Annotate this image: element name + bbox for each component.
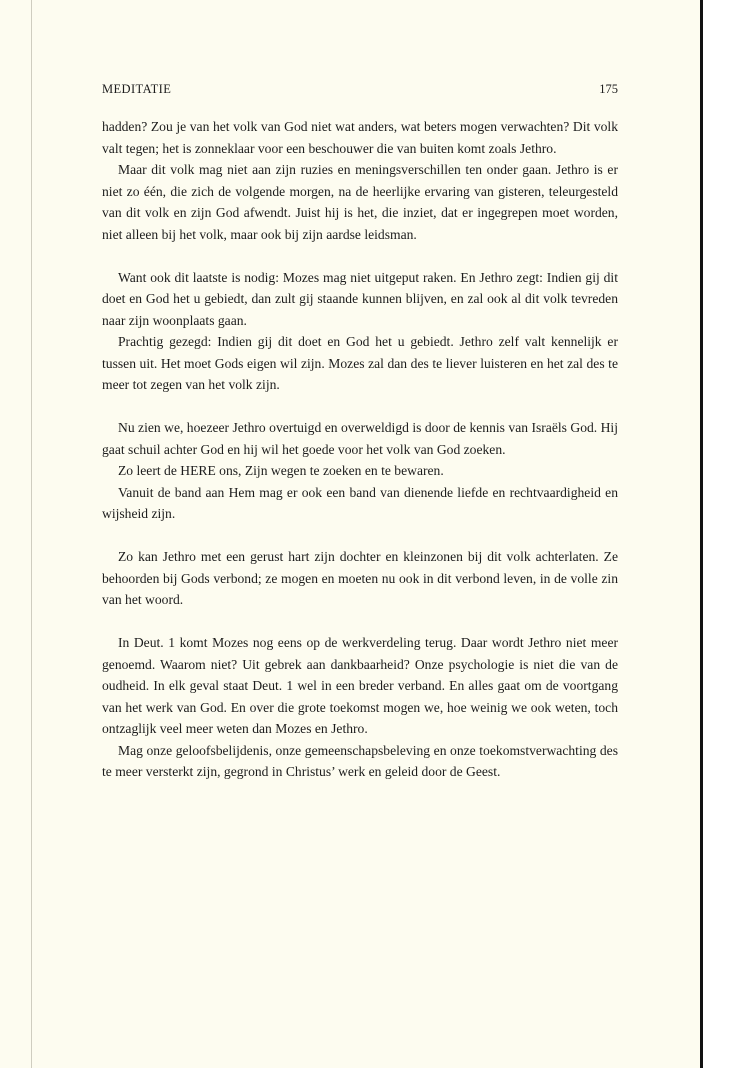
scan-margin	[703, 0, 738, 1068]
body-text	[102, 116, 618, 783]
paragraph: Zo leert de HERE ons, Zijn wegen te zoeken en te bewaren.	[118, 463, 444, 478]
paragraph: Want ook dit laatste is nodig: Mozes mag niet uitgeput raken. En Jethro zegt: Indien gij dit doet en God het u gebiedt, dan zult gij staande kunnen blijven, en zal ook al dit volk tevreden naar zijn woonplaats gaan.	[102, 269, 618, 328]
paragraph: In Deut. 1 komt Mozes nog eens op de werkverdeling terug. Daar wordt Jethro niet meer genoemd. Waarom niet? Uit gebrek aan dankbaarheid? Onze psychologie is niet die van de oudheid. In elk geval staat Deut. 1 wel in een breder verband. En alles gaat om de voortgang van het werk van God. En over die grote toekomst mogen we, hoe weinig we ook weten, toch ontzaglijk veel meer weten dan Mozes en Jethro.	[102, 635, 618, 736]
page-number: 175	[599, 82, 618, 96]
paragraph: Maar dit volk mag niet aan zijn ruzies en meningsverschillen ten onder gaan. Jethro is er niet zo één, die zich de volgende morgen, na de heerlijke ervaring van gisteren, teleurgesteld van dit volk en zijn God afwendt. Juist hij is het, die inziet, dat er ingegrepen moet worden, niet alleen bij het volk, maar ook bij zijn aardse leidsman.	[102, 162, 618, 242]
page-left-edge	[31, 0, 32, 1068]
paragraph: Prachtig gezegd: Indien gij dit doet en God het u gebiedt. Jethro zelf valt kennelijk er tussen uit. Het moet Gods eigen wil zijn. Mozes zal dan des te liever luisteren en het zal des te meer tot zegen van het volk zijn.	[102, 334, 618, 392]
paragraph: Mag onze geloofsbelijdenis, onze gemeenschapsbeleving en onze toekomstverwachting des te meer versterkt zijn, gegrond in Christus’ werk en geleid door de Geest.	[102, 742, 618, 779]
paragraph: Vanuit de band aan Hem mag er ook een band van dienende liefde en rechtvaardigheid en wijsheid zijn.	[102, 484, 618, 521]
running-head-title: MEDITATIE	[102, 82, 172, 96]
paragraph: Nu zien we, hoezeer Jethro overtuigd en overweldigd is door de kennis van Israëls God. Hij gaat schuil achter God en hij wil het goede voor het volk van God zoeken.	[102, 420, 618, 457]
running-header	[102, 80, 618, 98]
paragraph: Zo kan Jethro met een gerust hart zijn dochter en kleinzonen bij dit volk achterlaten. Ze behoorden bij Gods verbond; ze mogen en moeten nu ook in dit verbond leven, in de volle zin van het woord.	[102, 549, 618, 607]
paragraph: hadden? Zou je van het volk van God niet wat anders, wat beters mogen verwachten? Dit volk valt tegen; het is zonneklaar voor een beschouwer die van buiten komt zoals Jethro.	[102, 119, 618, 156]
